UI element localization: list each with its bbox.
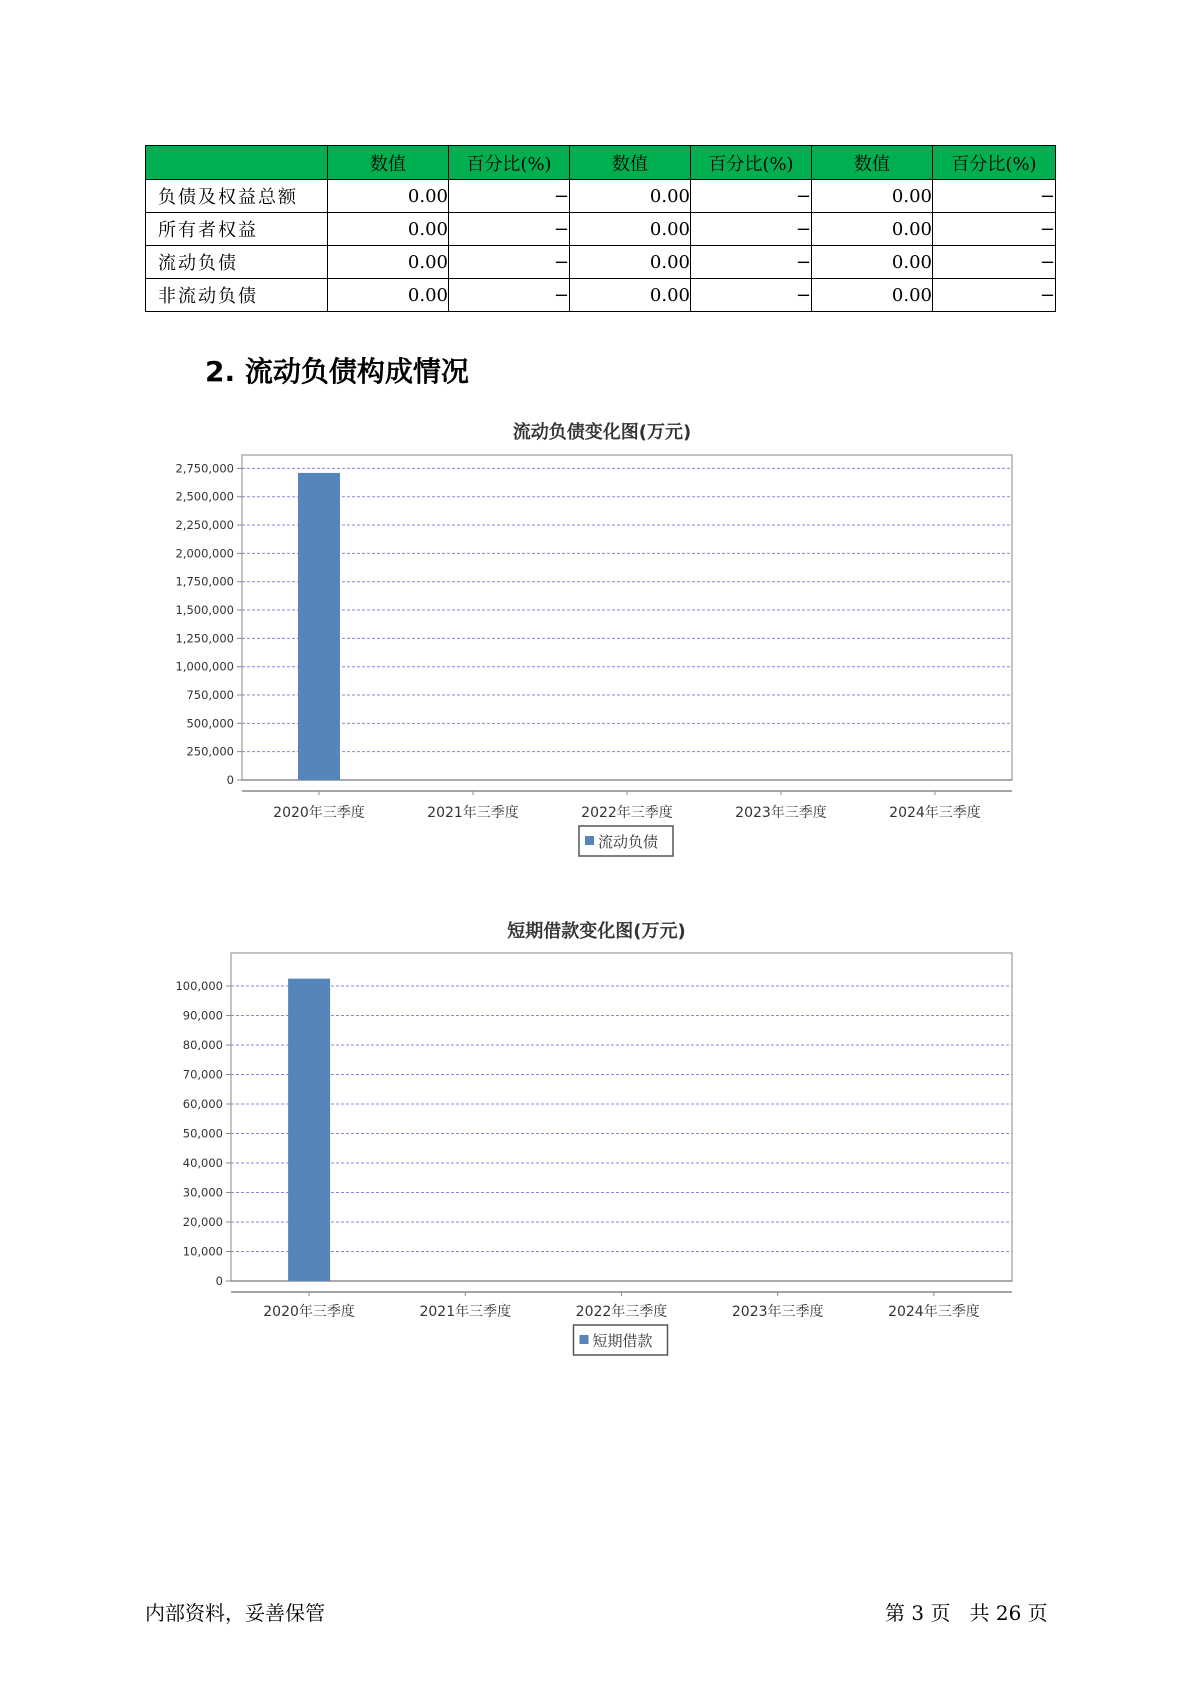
financial-summary-table <box>145 145 1056 312</box>
x-tick-label: 2021年三季度 <box>419 1304 512 1320</box>
x-tick-label: 2022年三季度 <box>581 805 673 821</box>
table-row <box>146 279 1056 312</box>
legend-swatch <box>585 836 594 845</box>
percent-cell: − <box>449 279 570 312</box>
footer-confidential-note: 内部资料，妥善保管 <box>145 1601 325 1625</box>
percent-cell: − <box>449 180 570 213</box>
legend-label: 流动负债 <box>598 833 659 851</box>
x-tick-label: 2024年三季度 <box>888 1304 980 1320</box>
current-liabilities-chart <box>0 415 1191 875</box>
percent-cell: − <box>933 246 1056 279</box>
plot-area <box>231 953 1012 1281</box>
y-tick-label: 40,000 <box>182 1156 223 1171</box>
y-tick-label: 1,500,000 <box>175 603 234 618</box>
x-tick-label: 2022年三季度 <box>575 1304 668 1320</box>
x-tick-label: 2020年三季度 <box>273 805 365 821</box>
row-label: 负债及权益总额 <box>146 180 328 213</box>
y-tick-label: 70,000 <box>182 1067 223 1082</box>
y-tick-label: 100,000 <box>175 979 223 994</box>
value-cell: 0.00 <box>328 180 449 213</box>
header-cell <box>146 146 328 180</box>
table-row <box>146 246 1056 279</box>
y-tick-label: 90,000 <box>182 1008 223 1023</box>
header-cell: 数值 <box>328 146 449 180</box>
percent-cell: − <box>933 213 1056 246</box>
footer-page-number: 第 3 页 共 26 页 <box>885 1601 1048 1625</box>
y-tick-label: 1,250,000 <box>175 631 234 646</box>
header-cell: 百分比(%) <box>933 146 1056 180</box>
short-term-loans-chart <box>0 915 1191 1375</box>
y-tick-label: 80,000 <box>182 1038 223 1053</box>
y-tick-label: 10,000 <box>182 1244 223 1259</box>
plot-area <box>242 455 1012 780</box>
value-cell: 0.00 <box>812 246 933 279</box>
percent-cell: − <box>449 213 570 246</box>
header-cell: 数值 <box>812 146 933 180</box>
value-cell: 0.00 <box>812 180 933 213</box>
table-row <box>146 213 1056 246</box>
value-cell: 0.00 <box>812 279 933 312</box>
percent-cell: − <box>933 180 1056 213</box>
y-tick-label: 250,000 <box>186 744 234 759</box>
y-tick-label: 750,000 <box>186 688 234 703</box>
y-tick-label: 60,000 <box>182 1097 223 1112</box>
header-cell: 百分比(%) <box>449 146 570 180</box>
y-tick-label: 2,500,000 <box>175 489 234 504</box>
header-cell: 百分比(%) <box>691 146 812 180</box>
y-tick-label: 2,250,000 <box>175 518 234 533</box>
y-tick-label: 0 <box>226 773 234 787</box>
value-cell: 0.00 <box>570 246 691 279</box>
value-cell: 0.00 <box>812 213 933 246</box>
y-tick-label: 0 <box>215 1274 223 1288</box>
row-label: 所有者权益 <box>146 213 328 246</box>
y-tick-label: 2,000,000 <box>175 546 234 561</box>
y-tick-label: 2,750,000 <box>175 461 234 476</box>
bar-流动负债 <box>298 473 340 780</box>
bar-短期借款 <box>288 979 330 1281</box>
percent-cell: − <box>933 279 1056 312</box>
y-tick-label: 500,000 <box>186 716 234 731</box>
x-tick-label: 2024年三季度 <box>889 805 981 821</box>
header-cell: 数值 <box>570 146 691 180</box>
value-cell: 0.00 <box>570 180 691 213</box>
section-title: 2. 流动负债构成情况 <box>205 355 469 388</box>
legend-label: 短期借款 <box>592 1332 653 1350</box>
x-tick-label: 2023年三季度 <box>731 1304 824 1320</box>
y-tick-label: 50,000 <box>182 1126 223 1141</box>
row-label: 非流动负债 <box>146 279 328 312</box>
percent-cell: − <box>691 246 812 279</box>
value-cell: 0.00 <box>570 279 691 312</box>
percent-cell: − <box>691 180 812 213</box>
y-tick-label: 30,000 <box>182 1185 223 1200</box>
x-tick-label: 2020年三季度 <box>263 1304 355 1320</box>
legend-swatch <box>580 1335 589 1344</box>
x-tick-label: 2021年三季度 <box>427 805 519 821</box>
chart-title: 流动负债变化图(万元) <box>512 422 692 443</box>
value-cell: 0.00 <box>328 279 449 312</box>
value-cell: 0.00 <box>328 213 449 246</box>
table-row <box>146 180 1056 213</box>
x-tick-label: 2023年三季度 <box>735 805 827 821</box>
chart-title: 短期借款变化图(万元) <box>507 921 686 942</box>
table-header-row <box>146 146 1056 180</box>
percent-cell: − <box>449 246 570 279</box>
y-tick-label: 1,000,000 <box>175 659 234 674</box>
percent-cell: − <box>691 279 812 312</box>
y-tick-label: 1,750,000 <box>175 574 234 589</box>
value-cell: 0.00 <box>328 246 449 279</box>
percent-cell: − <box>691 213 812 246</box>
row-label: 流动负债 <box>146 246 328 279</box>
value-cell: 0.00 <box>570 213 691 246</box>
y-tick-label: 20,000 <box>182 1215 223 1230</box>
